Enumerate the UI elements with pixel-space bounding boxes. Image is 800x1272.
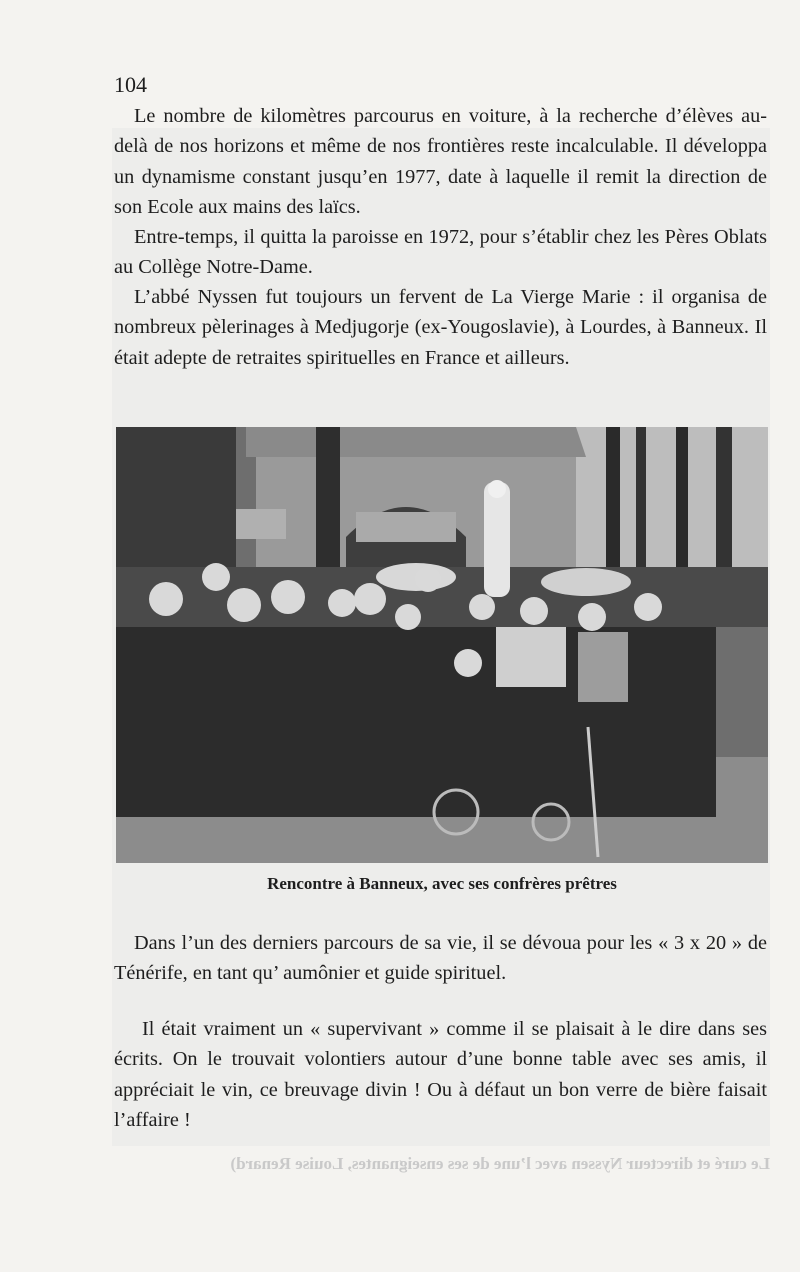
- paragraph-2: Entre-temps, il quitta la paroisse en 1972, pour s’établir chez les Pères Oblats au Collège Notre-Dame.: [114, 226, 767, 279]
- paragraph-5: Il était vraiment un « supervivant » comme il se plaisait à le dire dans ses écrits. On le trouvait volontiers autour d’une bonne table avec ses amis, il appréciait le vin, ce breuvage divin ! Ou à défaut un bon verre de bière faisait l’affaire !: [114, 1018, 767, 1131]
- bleed-through-caption: Le curé et directeur Nyssen avec l’une de ses enseignantes, Louise Renard): [230, 1154, 770, 1173]
- paragraph-4: Dans l’un des derniers parcours de sa vie, il se dévoua pour les « 3 x 20 » de Ténérife, en tant qu’ aumônier et guide spirituel.: [114, 932, 767, 985]
- paragraph-1: Le nombre de kilomètres parcourus en voiture, à la recherche d’élèves au-delà de nos horizons et même de nos frontières reste incalculable. Il développa un dynamisme constant jusqu’en 1977, date à laquelle il remit la direction de son Ecole aux mains des laïcs.: [114, 105, 767, 218]
- group-photo: [116, 427, 768, 863]
- page-number: 104: [114, 72, 147, 97]
- paragraph-3: L’abbé Nyssen fut toujours un fervent de La Vierge Marie : il organisa de nombreux pèlerinages à Medjugorje (ex-Yougoslavie), à Lourdes, à Banneux. Il était adepte de retraites spirituelles en France et ailleurs.: [114, 286, 767, 369]
- photo-caption: Rencontre à Banneux, avec ses confrères prêtres: [267, 874, 617, 893]
